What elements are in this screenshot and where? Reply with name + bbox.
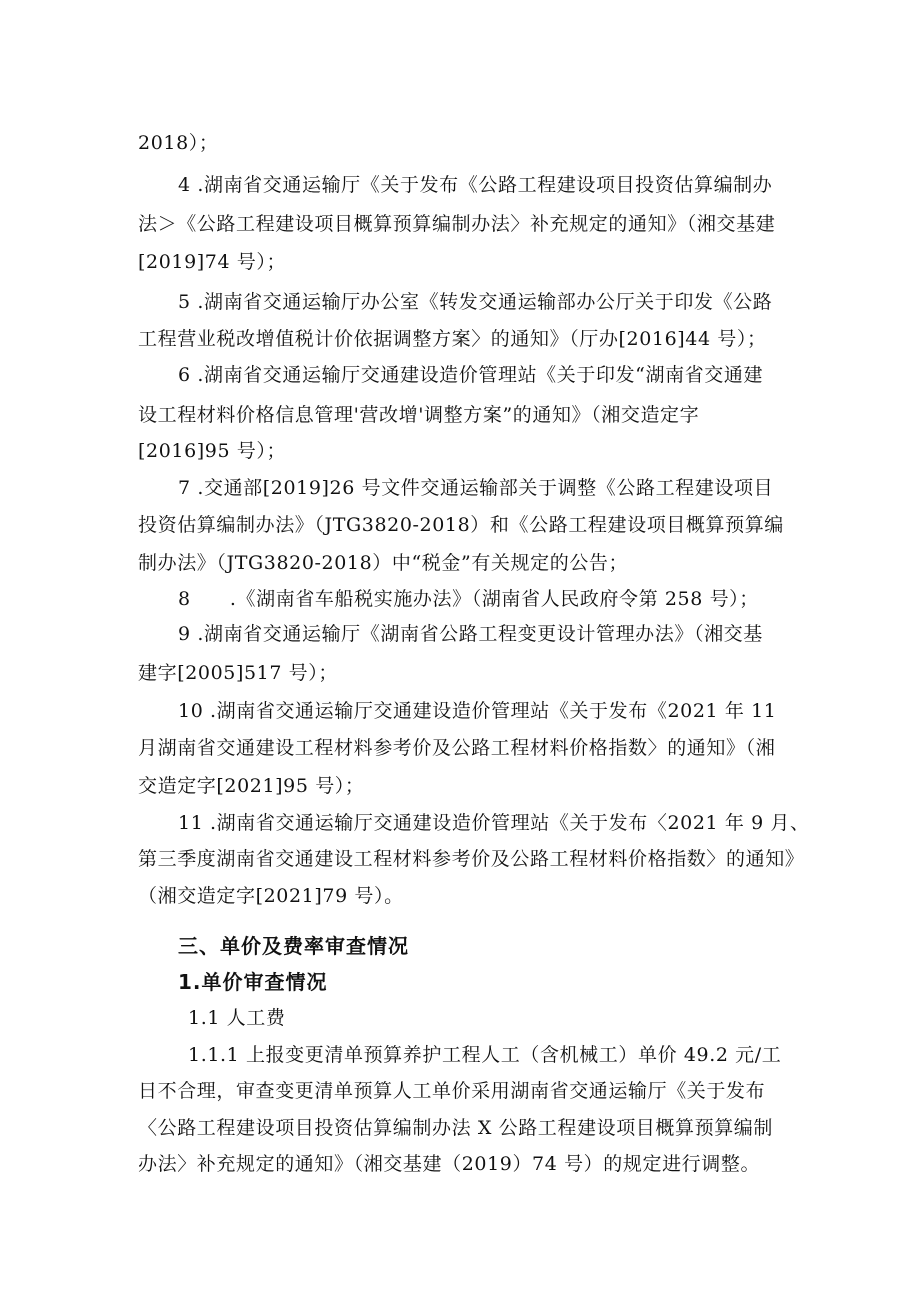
list-item-10: 10 .湖南省交通运输厅交通建设造价管理站《关于发布《2021 年 11	[178, 700, 777, 722]
list-item-7: 7 .交通部[2019]26 号文件交通运输部关于调整《公路工程建设项目	[178, 477, 774, 499]
text-line: 工程营业税改增值税计价依据调整方案〉的通知》（厅办[2016]44 号）；	[138, 328, 767, 350]
text-line: 〈公路工程建设项目投资估算编制办法 X 公路工程建设项目概算预算编制	[138, 1117, 774, 1139]
text-line: 法＞《公路工程建设项目概算预算编制办法〉补充规定的通知》（湘交基建	[138, 213, 776, 235]
text-line: 投资估算编制办法》（JTG3820-2018）和《公路工程建设项目概算预算编	[138, 514, 784, 536]
text-line: 交造定字[2021]95 号）；	[138, 775, 365, 797]
subsubsection-heading: 1.1 人工费	[188, 1007, 286, 1029]
text-line: 办法〉补充规定的通知》（湘交基建（2019）74 号）的规定进行调整。	[138, 1153, 761, 1175]
list-item-6: 6 .湖南省交通运输厅交通建设造价管理站《关于印发“湖南省交通建	[178, 364, 764, 386]
text-line: （湘交造定字[2021]79 号）。	[138, 885, 404, 907]
text-line: [2016]95 号）；	[138, 440, 287, 462]
list-item-9: 9 .湖南省交通运输厅《湖南省公路工程变更设计管理办法》（湘交基	[178, 623, 763, 645]
paragraph-line: 1.1.1 上报变更清单预算养护工程人工（含机械工）单价 49.2 元/工	[188, 1044, 782, 1066]
list-item-8: 8 .《湖南省车船税实施办法》（湖南省人民政府令第 258 号）；	[178, 588, 759, 610]
list-item-4: 4 .湖南省交通运输厅《关于发布《公路工程建设项目投资估算编制办	[178, 174, 773, 196]
subsection-heading: 1.单价审查情况	[178, 970, 328, 994]
section-heading: 三、单价及费率审查情况	[178, 934, 409, 958]
list-item-11: 11 .湖南省交通运输厅交通建设造价管理站《关于发布〈2021 年 9 月、	[178, 812, 810, 834]
text-line: 第三季度湖南省交通建设工程材料参考价及公路工程材料价格指数〉的通知》	[138, 848, 805, 870]
text-line: [2019]74 号）；	[138, 251, 287, 273]
text-line: 日不合理，审查变更清单预算人工单价采用湖南省交通运输厅《关于发布	[138, 1080, 766, 1102]
text-line: 2018）；	[138, 132, 219, 154]
text-line: 建字[2005]517 号）；	[138, 662, 338, 684]
list-item-5: 5 .湖南省交通运输厅办公室《转发交通运输部办公厅关于印发《公路	[178, 291, 773, 313]
text-line: 制办法》（JTG3820-2018）中“税金”有关规定的公告；	[138, 552, 629, 574]
text-line: 设工程材料价格信息管理'营改增'调整方案”的通知》（湘交造定字	[138, 404, 700, 426]
text-line: 月湖南省交通建设工程材料参考价及公路工程材料价格指数〉的通知》（湘	[138, 737, 776, 759]
